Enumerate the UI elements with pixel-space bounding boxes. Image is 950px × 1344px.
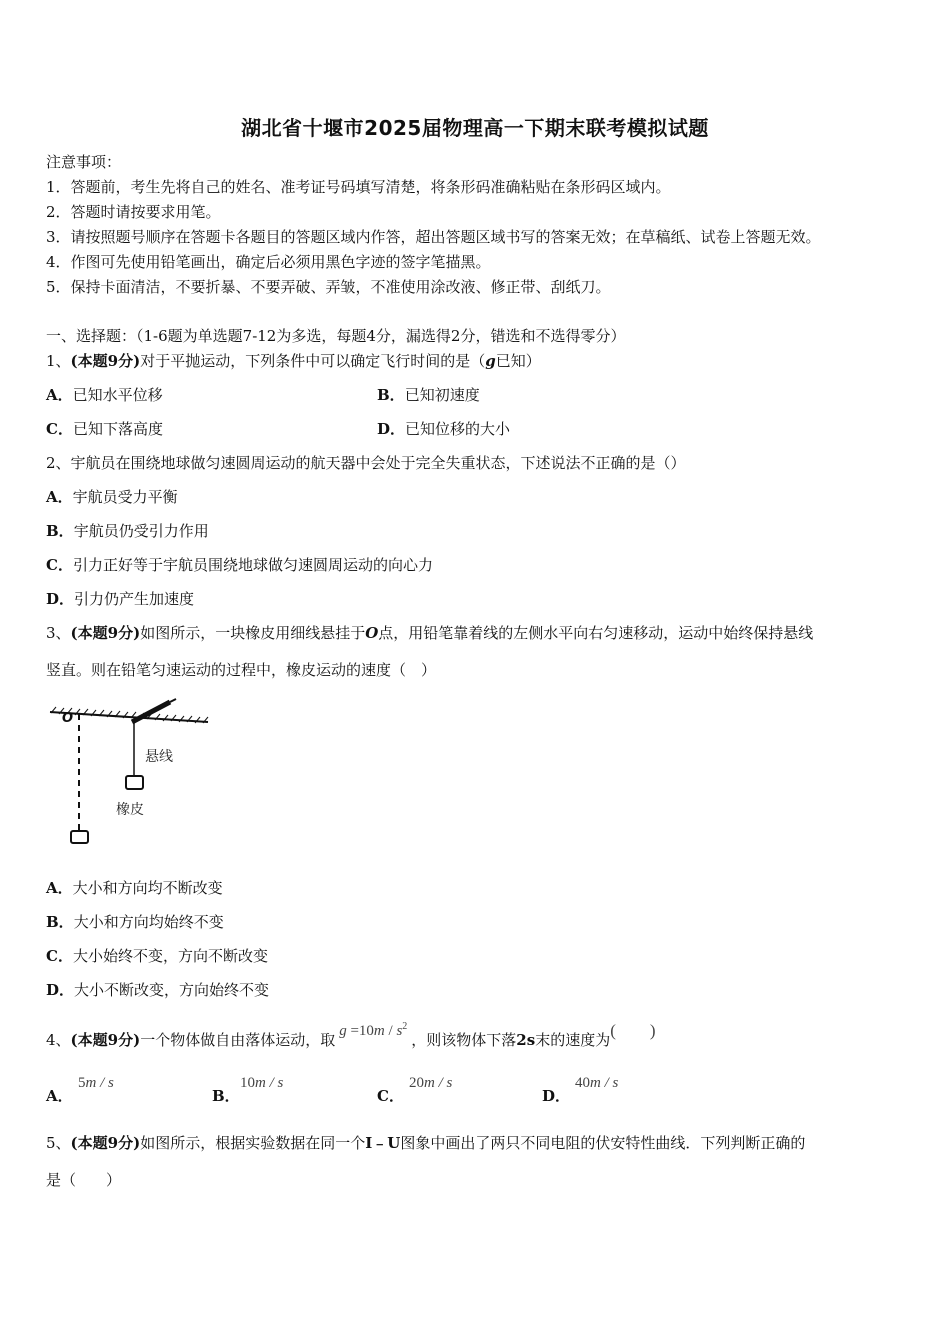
stem-text: 图象中画出了两只不同电阻的伏安特性曲线．下列判断正确的 <box>400 1134 806 1152</box>
notice-heading: 注意事项： <box>46 153 122 171</box>
section-heading: 一、选择题：（1-6题为单选题7-12为多选，每题4分，漏选得2分，错选和不选得零分） <box>46 327 626 345</box>
question-2-stem: 2、宇航员在围绕地球做匀速圆周运动的航天器中会处于完全失重状态，下述说法不正确的是（） <box>46 454 686 472</box>
value-number: 5 <box>78 1075 86 1091</box>
option-text: 引力仍产生加速度 <box>74 590 195 608</box>
option-letter: B． <box>46 913 74 931</box>
pendulum-eraser-figure <box>46 698 216 854</box>
option-text: 宇航员仍受引力作用 <box>73 522 209 540</box>
option-letter: C． <box>46 947 73 965</box>
math-exp: 2 <box>402 1021 408 1032</box>
option-b[interactable] <box>377 385 480 405</box>
option-a[interactable] <box>46 487 178 507</box>
option-text: 大小不断改变，方向始终不变 <box>74 981 270 999</box>
notice-item: 1．答题前，考生先将自己的姓名、准考证号码填写清楚，将条形码准确粘贴在条形码区域内。 <box>46 178 671 196</box>
current-eraser <box>126 776 143 789</box>
option-letter: A． <box>46 1087 73 1105</box>
notice-item: 2．答题时请按要求用笔。 <box>46 203 221 221</box>
option-letter: A． <box>46 386 73 404</box>
option-c[interactable] <box>377 1086 404 1106</box>
stem-text: 点，用铅笔靠着线的左侧水平向右匀速移动，运动中始终保持悬线 <box>378 624 814 642</box>
value-unit: m / s <box>255 1075 284 1091</box>
option-letter: D． <box>46 590 75 608</box>
formula-g <box>339 1023 407 1039</box>
ceiling-line <box>50 712 208 722</box>
iu-label: I﹣U <box>365 1134 401 1152</box>
question-score: (本题9分) <box>70 1134 141 1152</box>
option-text: 已知水平位移 <box>72 386 163 404</box>
notice-item: 3．请按照题号顺序在答题卡各题目的答题区域内作答，超出答题区域书写的答案无效；在草稿纸、试卷上答题无效。 <box>46 228 821 246</box>
option-letter: C． <box>46 556 73 574</box>
option-letter: B． <box>212 1087 240 1105</box>
label-o: O <box>62 711 74 726</box>
question-score: (本题9分) <box>70 352 141 370</box>
option-c[interactable] <box>46 419 163 439</box>
math-unit-s: s <box>396 1023 403 1039</box>
option-d[interactable] <box>46 980 269 1000</box>
value-unit: m / s <box>85 1075 114 1091</box>
stem-text: 对于平抛运动，下列条件中可以确定飞行时间的是（ <box>140 352 486 370</box>
option-b[interactable] <box>212 1086 240 1106</box>
option-letter: C． <box>377 1087 404 1105</box>
stem-text: 已知） <box>495 352 541 370</box>
initial-eraser <box>71 831 88 843</box>
option-text: 已知初速度 <box>404 386 480 404</box>
option-letter: D． <box>377 420 406 438</box>
notice-item: 4．作图可先使用铅笔画出，确定后必须用黑色字迹的签字笔描黑。 <box>46 253 491 271</box>
option-a[interactable] <box>46 385 163 405</box>
value-number: 40 <box>575 1075 590 1091</box>
option-b[interactable] <box>46 912 224 932</box>
option-text: 大小和方向均不断改变 <box>72 879 223 897</box>
option-letter: A． <box>46 488 73 506</box>
option-text: 已知下落高度 <box>72 420 163 438</box>
option-letter: B． <box>377 386 405 404</box>
option-c[interactable] <box>46 555 433 575</box>
option-letter: D． <box>542 1087 571 1105</box>
value-number: 10 <box>240 1075 255 1091</box>
stem-text: 如图所示，一块橡皮用细线悬挂于 <box>140 624 366 642</box>
question-3-stem <box>46 623 813 643</box>
answer-paren: ( ) <box>610 1021 656 1040</box>
stem-text: ，则该物体下落 <box>411 1031 517 1049</box>
stem-text: 如图所示，根据实验数据在同一个 <box>140 1134 366 1152</box>
value-unit: m / s <box>590 1075 619 1091</box>
option-c[interactable] <box>46 946 268 966</box>
value-unit: m / s <box>424 1075 453 1091</box>
math-slash: / <box>388 1023 393 1039</box>
option-text: 引力正好等于宇航员围绕地球做匀速圆周运动的向心力 <box>72 556 433 574</box>
option-a[interactable] <box>46 878 223 898</box>
math-eq: =10 <box>350 1023 374 1039</box>
symbol-o: O <box>365 624 379 642</box>
option-text: 已知位移的大小 <box>405 420 511 438</box>
math-g: g <box>339 1023 347 1039</box>
question-1-stem <box>46 351 541 371</box>
question-number: 3、 <box>46 624 71 642</box>
time-value: 2s <box>516 1031 536 1049</box>
question-5-stem <box>46 1133 805 1153</box>
option-a[interactable] <box>46 1086 73 1106</box>
option-d[interactable] <box>377 419 510 439</box>
label-thread: 悬线 <box>145 749 173 765</box>
question-number: 5、 <box>46 1134 71 1152</box>
question-score: (本题9分) <box>70 624 141 642</box>
option-d[interactable] <box>542 1086 570 1106</box>
option-b[interactable] <box>46 521 209 541</box>
label-eraser: 橡皮 <box>116 802 144 818</box>
notice-item: 5．保持卡面清洁，不要折暴、不要弄破、弄皱，不准使用涂改液、修正带、刮纸刀。 <box>46 278 611 296</box>
question-score: (本题9分) <box>70 1031 141 1049</box>
question-5-stem-line2: 是（ ） <box>46 1171 122 1189</box>
question-number: 4、 <box>46 1031 71 1049</box>
stem-text: 末的速度为 <box>535 1031 611 1049</box>
option-b-value <box>240 1073 283 1093</box>
question-4-stem <box>46 1021 656 1051</box>
option-a-value <box>78 1073 114 1093</box>
question-3-stem-line2: 竖直。则在铅笔匀速运动的过程中，橡皮运动的速度（ ） <box>46 661 437 679</box>
value-number: 20 <box>409 1075 424 1091</box>
option-letter: D． <box>46 981 75 999</box>
option-c-value <box>409 1073 452 1093</box>
option-letter: C． <box>46 420 73 438</box>
option-d-value <box>575 1073 618 1093</box>
stem-text: 一个物体做自由落体运动，取 <box>140 1031 336 1049</box>
symbol-g: g <box>485 352 496 370</box>
math-unit-m: m <box>373 1023 385 1039</box>
option-text: 大小始终不变，方向不断改变 <box>72 947 268 965</box>
option-d[interactable] <box>46 589 194 609</box>
option-text: 宇航员受力平衡 <box>72 488 178 506</box>
option-letter: B． <box>46 522 74 540</box>
option-letter: A． <box>46 879 73 897</box>
page-title: 湖北省十堰市2025届物理高一下期末联考模拟试题 <box>241 116 709 140</box>
option-text: 大小和方向均始终不变 <box>73 913 224 931</box>
question-number: 1、 <box>46 352 71 370</box>
